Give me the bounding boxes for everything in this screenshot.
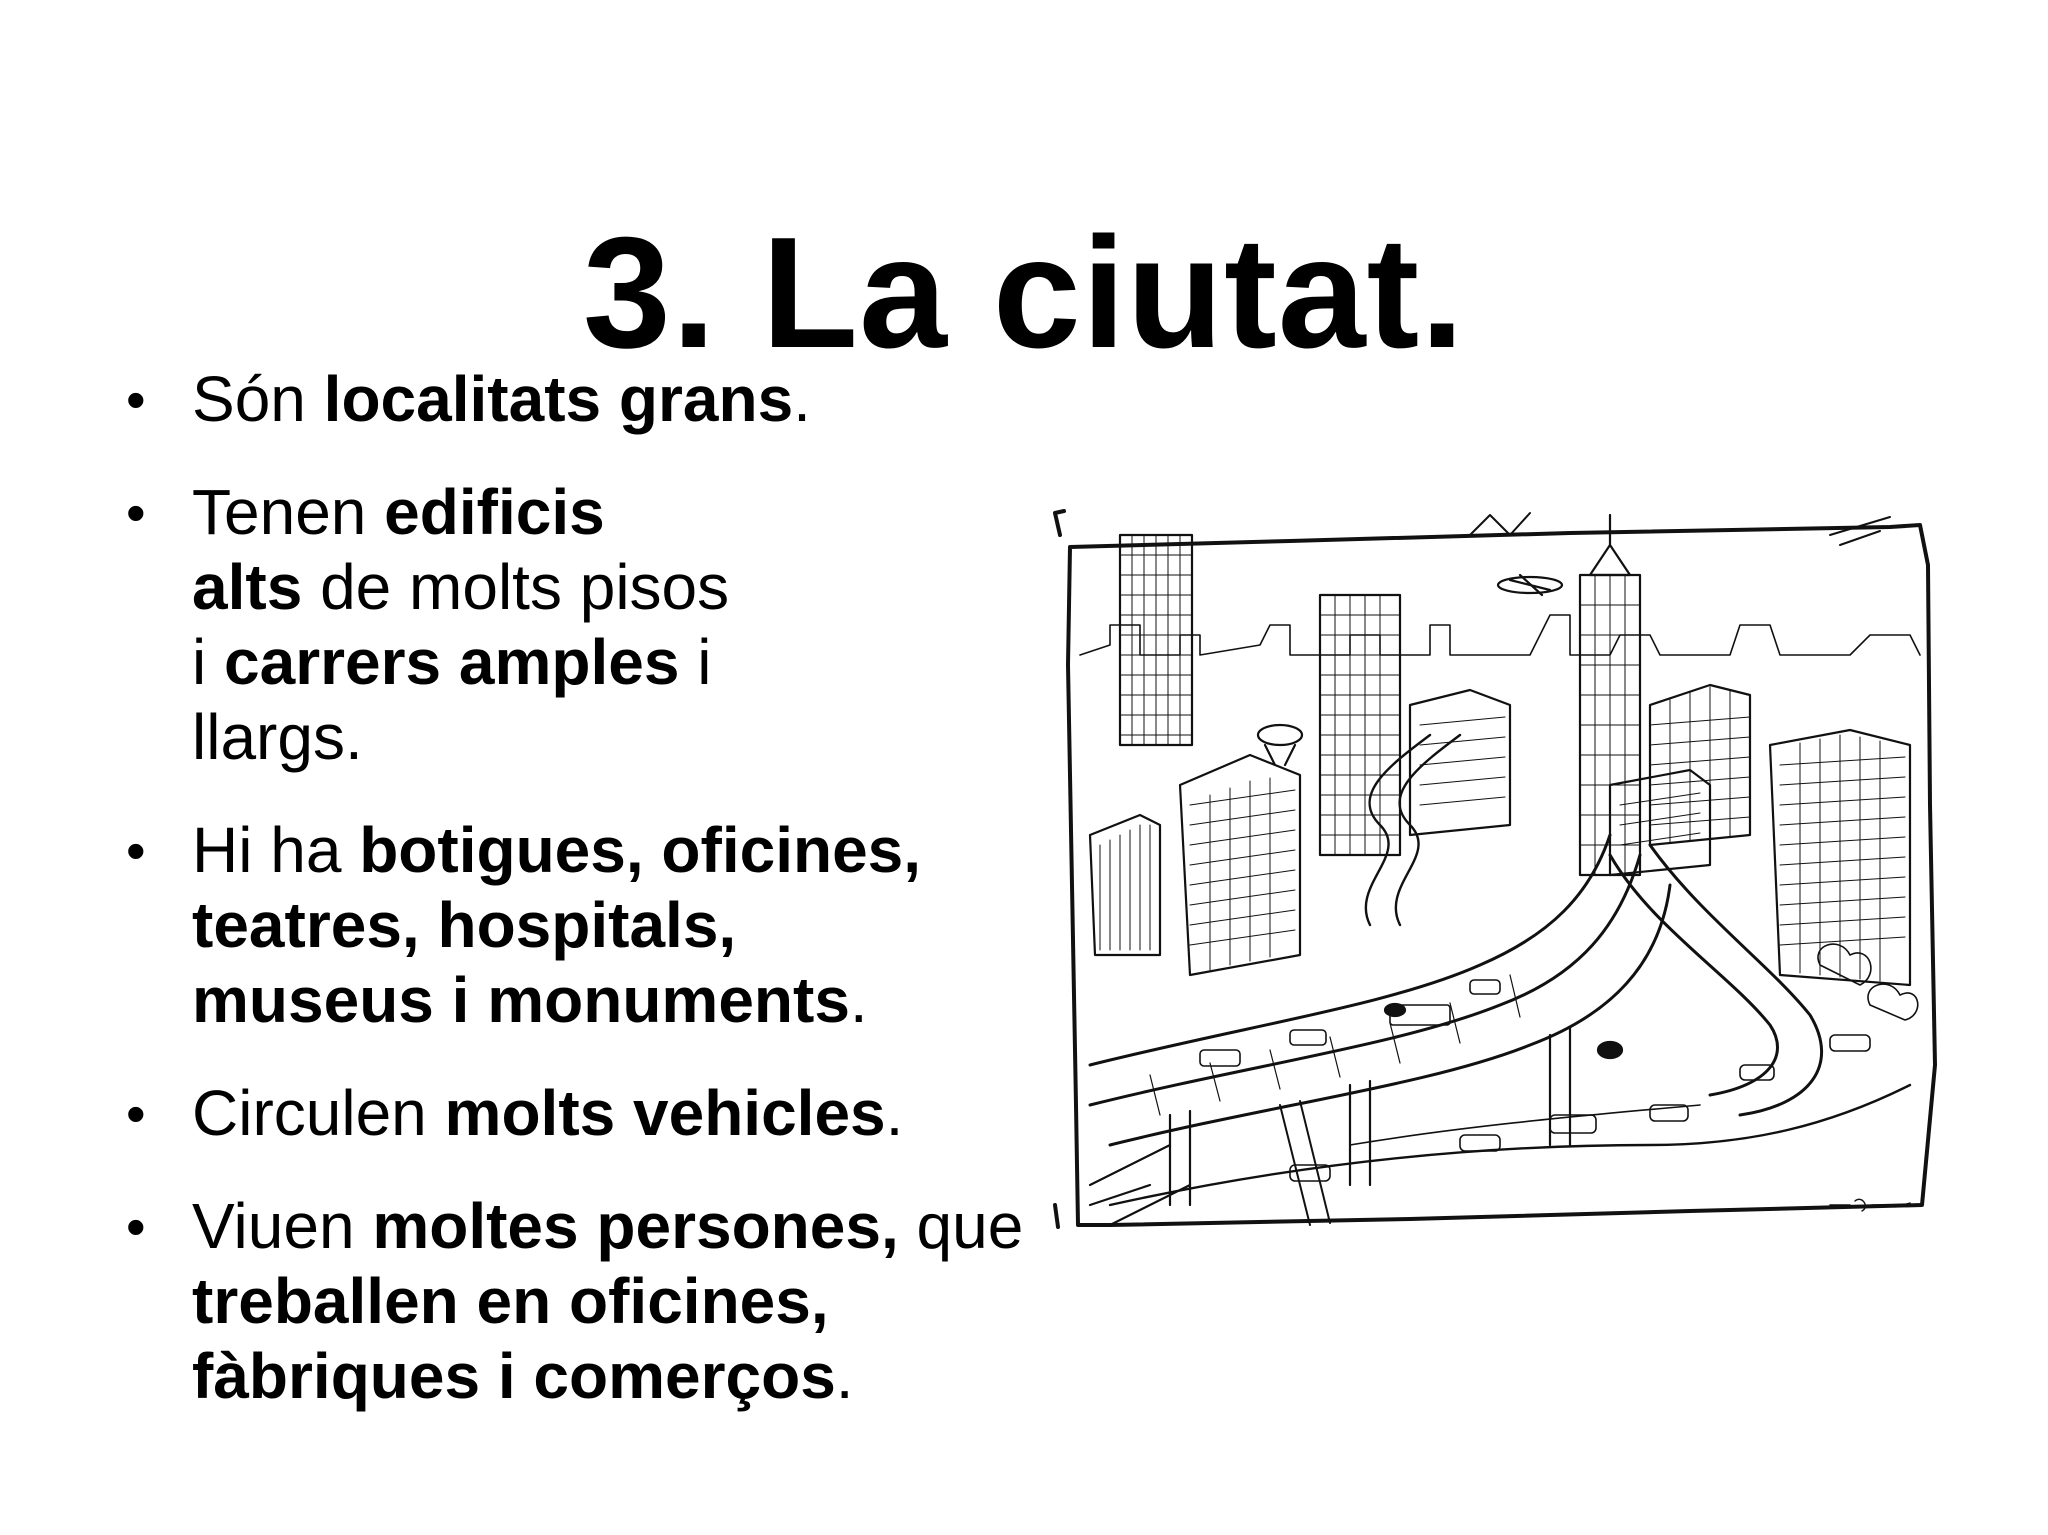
bullet-dot-icon: • (126, 481, 146, 544)
bullet-item (120, 1076, 1020, 1151)
bullet-text-bold: edificis alts (192, 476, 605, 623)
bullet-text: Són (192, 363, 324, 435)
bullet-text: que (898, 1190, 1024, 1262)
bullet-text-bold: treballen en oficines, fàbriques i comerços (192, 1265, 836, 1412)
city-illustration (1050, 505, 1950, 1245)
frame (1068, 525, 1935, 1225)
bullet-item (120, 1189, 1052, 1414)
bullet-text: de molts pisos i (192, 551, 730, 698)
bullet-text: . (835, 1340, 854, 1412)
bullet-dot-icon: • (126, 1195, 146, 1258)
bullet-item (120, 475, 732, 775)
bullet-text-bold: botigues, oficines, teatres, hospitals, museus i monuments (192, 814, 922, 1036)
slide-title: 3. La ciutat. (582, 204, 1466, 381)
bullet-text: . (885, 1077, 904, 1149)
bullet-text-bold: localitats grans (323, 363, 794, 435)
bullet-dot-icon: • (126, 819, 146, 882)
bullet-item (120, 362, 1020, 437)
bullet-text-bold: moltes persones, (372, 1190, 899, 1262)
bullet-item (120, 813, 992, 1038)
bullet-text: i llargs. (192, 626, 712, 773)
bullet-text: Circulen (192, 1077, 445, 1149)
bullet-dot-icon: • (126, 1082, 146, 1145)
bullet-text-bold: carrers amples (224, 626, 680, 698)
bullet-text: Viuen (192, 1190, 373, 1262)
bullet-text: Tenen (192, 476, 385, 548)
bullet-text-bold: molts vehicles (444, 1077, 886, 1149)
bullet-text: Hi ha (192, 814, 360, 886)
bullet-dot-icon: • (126, 368, 146, 431)
bullet-text: . (793, 363, 811, 435)
bullet-text: . (849, 964, 868, 1036)
bullet-list (120, 362, 1024, 1452)
